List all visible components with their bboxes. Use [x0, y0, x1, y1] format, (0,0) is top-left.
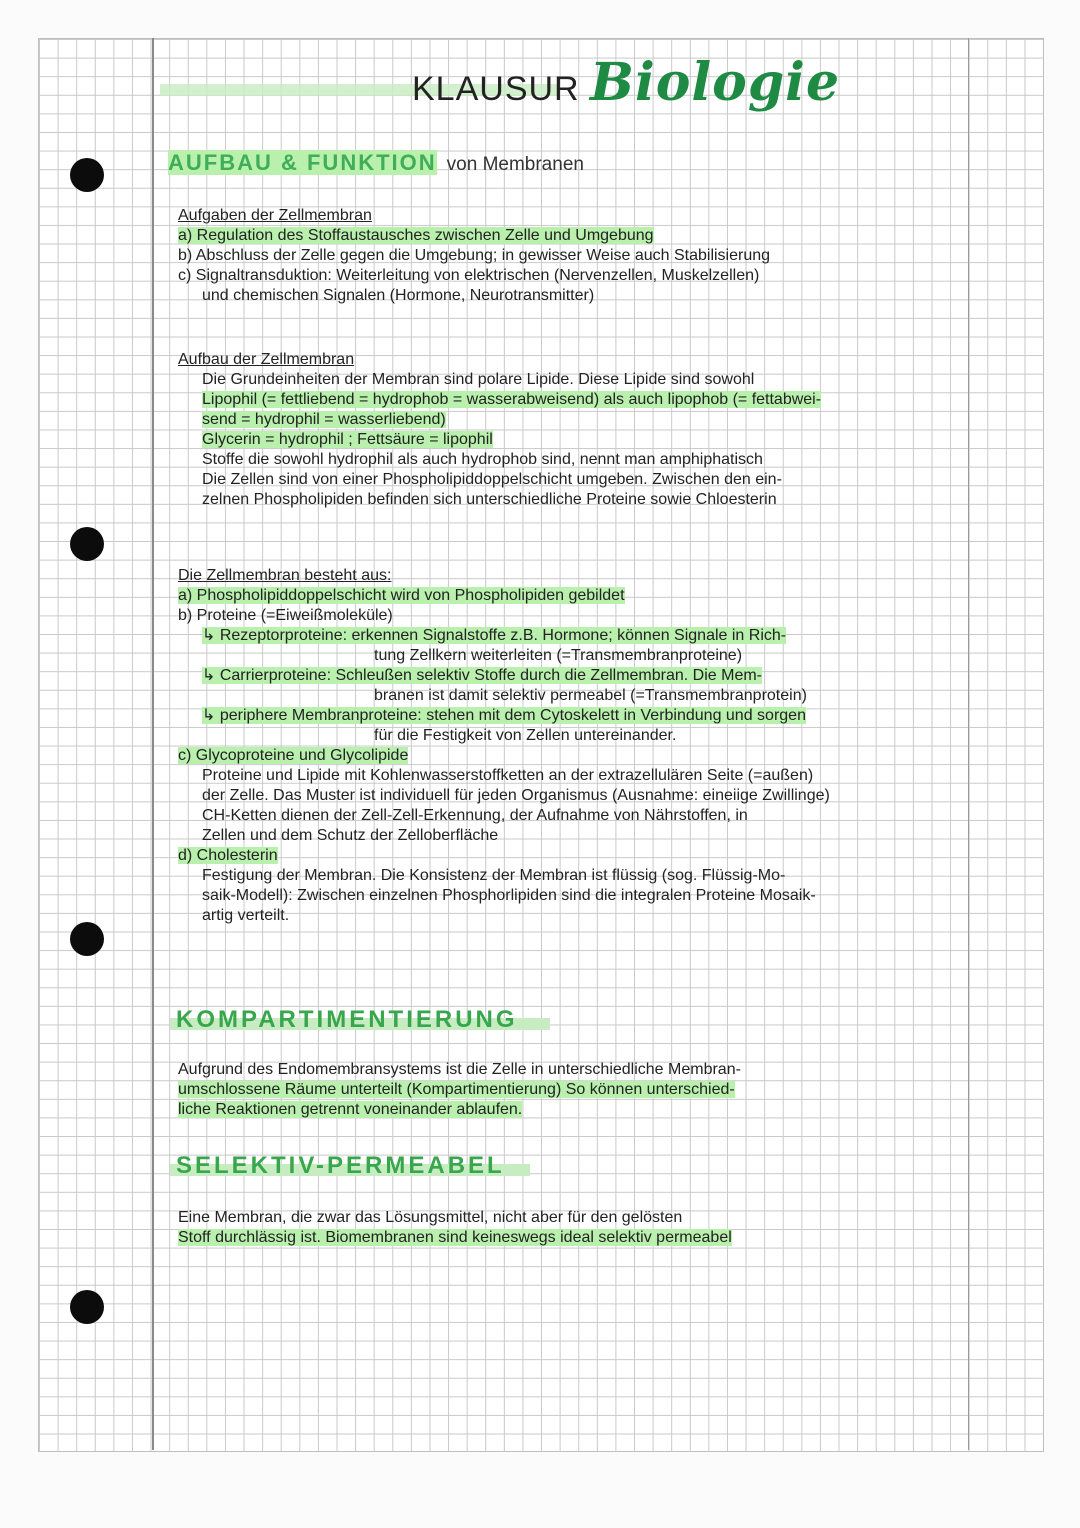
title-subject: Biologie	[590, 52, 841, 113]
aufbau-line: send = hydrophil = wasserliebend)	[202, 411, 446, 428]
aufbau-line: Glycerin = hydrophil ; Fettsäure = lipophil	[202, 431, 493, 448]
glyco-line: Proteine und Lipide mit Kohlenwasserstoffketten an der extrazellulären Seite (=außen)	[202, 767, 814, 784]
aufbau-line: Lipophil (= fettliebend = hydrophob = wasserabweisend) als auch lipophob (= fettabwei-	[202, 391, 822, 408]
selektiv-line: Stoff durchlässig ist. Biomembranen sind keineswegs ideal selektiv permeabel	[178, 1229, 732, 1246]
selektiv-block	[178, 1208, 918, 1248]
besteht-c: c) Glycoproteine und Glycolipide	[178, 747, 409, 764]
section-heading-selektiv: SELEKTIV-PERMEABEL	[176, 1152, 505, 1179]
cholesterin-line: saik-Modell): Zwischen einzelnen Phosphorlipiden sind die integralen Proteine Mosaik-	[202, 887, 816, 904]
protein-item-cont: branen ist damit selektiv permeabel (=Transmembranprotein)	[374, 687, 807, 704]
aufbau-line: Die Grundeinheiten der Membran sind polare Lipide. Diese Lipide sind sowohl	[202, 371, 755, 388]
section-heading-aufbau: AUFBAU & FUNKTION von Membranen	[168, 150, 584, 175]
glyco-line: der Zelle. Das Muster ist individuell für jeden Organismus (Ausnahme: eineiige Zwillinge)	[202, 787, 830, 804]
aufbau-line: Die Zellen sind von einer Phospholipiddoppelschicht umgeben. Zwischen den ein-	[202, 471, 782, 488]
besteht-a: a) Phospholipiddoppelschicht wird von Phospholipiden gebildet	[178, 587, 625, 604]
aufgaben-line: b) Abschluss der Zelle gegen die Umgebung; in gewisser Weise auch Stabilisierung	[178, 247, 771, 264]
aufbau-title: Aufbau der Zellmembran	[178, 351, 355, 368]
protein-item: ↳ Rezeptorproteine: erkennen Signalstoffe z.B. Hormone; können Signale in Rich-	[202, 627, 787, 644]
aufbau-line: zelnen Phospholipiden befinden sich unterschiedliche Proteine sowie Chloesterin	[202, 491, 777, 508]
besteht-b: b) Proteine (=Eiweißmoleküle)	[178, 607, 393, 624]
protein-item-cont: tung Zellkern weiterleiten (=Transmembranproteine)	[374, 647, 743, 664]
kompartimentierung-line: liche Reaktionen getrennt voneinander ablaufen.	[178, 1101, 523, 1118]
aufbau-line: Stoffe die sowohl hydrophil als auch hydrophob sind, nennt man amphiphatisch	[202, 451, 763, 468]
kompartimentierung-block	[178, 1060, 918, 1120]
cholesterin-line: artig verteilt.	[202, 907, 290, 924]
title-klausur: KLAUSUR	[412, 70, 580, 108]
aufgaben-block	[178, 206, 918, 306]
kompartimentierung-line: Aufgrund des Endomembransystems ist die Zelle in unterschiedliche Membran-	[178, 1061, 741, 1078]
besteht-title: Die Zellmembran besteht aus:	[178, 567, 392, 584]
aufgaben-line: a) Regulation des Stoffaustausches zwischen Zelle und Umgebung	[178, 227, 654, 244]
besteht-block	[178, 566, 938, 926]
section-heading-kompartimentierung: KOMPARTIMENTIERUNG	[176, 1006, 518, 1033]
protein-item: ↳ Carrierproteine: Schleußen selektiv Stoffe durch die Zellmembran. Die Mem-	[202, 667, 762, 684]
glyco-line: CH-Ketten dienen der Zell-Zell-Erkennung, der Aufnahme von Nährstoffen, in	[202, 807, 748, 824]
page-title	[150, 52, 910, 124]
aufgaben-line: c) Signaltransduktion: Weiterleitung von elektrischen (Nervenzellen, Muskelzellen)	[178, 267, 760, 284]
selektiv-line: Eine Membran, die zwar das Lösungsmittel, nicht aber für den gelösten	[178, 1209, 683, 1226]
cholesterin-line: Festigung der Membran. Die Konsistenz der Membran ist flüssig (sog. Flüssig-Mo-	[202, 867, 786, 884]
protein-item-cont: für die Festigkeit von Zellen untereinander.	[374, 727, 677, 744]
kompartimentierung-line: umschlossene Räume unterteilt (Kompartimentierung) So können unterschied-	[178, 1081, 735, 1098]
besteht-d: d) Cholesterin	[178, 847, 278, 864]
glyco-line: Zellen und dem Schutz der Zelloberfläche	[202, 827, 499, 844]
aufgaben-title: Aufgaben der Zellmembran	[178, 207, 372, 224]
aufbau-block	[178, 350, 918, 510]
protein-item: ↳ periphere Membranproteine: stehen mit dem Cytoskelett in Verbindung und sorgen	[202, 707, 806, 724]
aufgaben-line: und chemischen Signalen (Hormone, Neurotransmitter)	[202, 287, 595, 304]
